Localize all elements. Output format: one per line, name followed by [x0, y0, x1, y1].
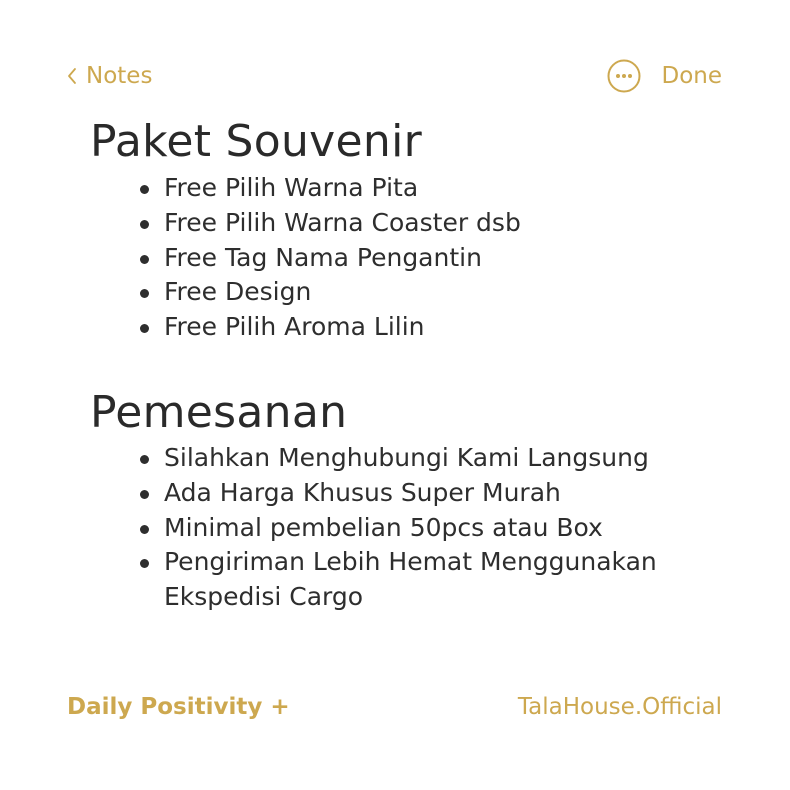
section-title-paket-souvenir: Paket Souvenir — [90, 116, 422, 167]
list-item: Free Pilih Aroma Lilin — [138, 310, 521, 345]
done-button[interactable]: Done — [661, 63, 722, 89]
paket-souvenir-list — [138, 171, 521, 345]
ellipsis-circle-icon — [607, 59, 641, 93]
footer-brand: TalaHouse.Official — [517, 694, 722, 720]
chevron-left-icon — [66, 67, 78, 85]
navigation-bar — [66, 56, 722, 96]
list-item: Ada Harga Khusus Super Murah — [138, 476, 678, 511]
list-item: Free Pilih Warna Coaster dsb — [138, 206, 521, 241]
list-item: Minimal pembelian 50pcs atau Box — [138, 511, 678, 546]
back-to-notes-button[interactable] — [66, 63, 152, 89]
footer-tagline: Daily Positivity + — [67, 694, 290, 720]
list-item: Free Pilih Warna Pita — [138, 171, 521, 206]
header-actions — [607, 59, 722, 93]
footer — [67, 694, 722, 720]
more-options-button[interactable] — [607, 59, 641, 93]
list-item: Pengiriman Lebih Hemat Menggunakan Ekspedisi Cargo — [138, 545, 678, 615]
list-item: Free Design — [138, 275, 521, 310]
back-label: Notes — [86, 63, 153, 89]
list-item: Silahkan Menghubungi Kami Langsung — [138, 441, 678, 476]
list-item: Free Tag Nama Pengantin — [138, 241, 521, 276]
section-title-pemesanan: Pemesanan — [90, 387, 348, 438]
pemesanan-list — [138, 441, 678, 615]
